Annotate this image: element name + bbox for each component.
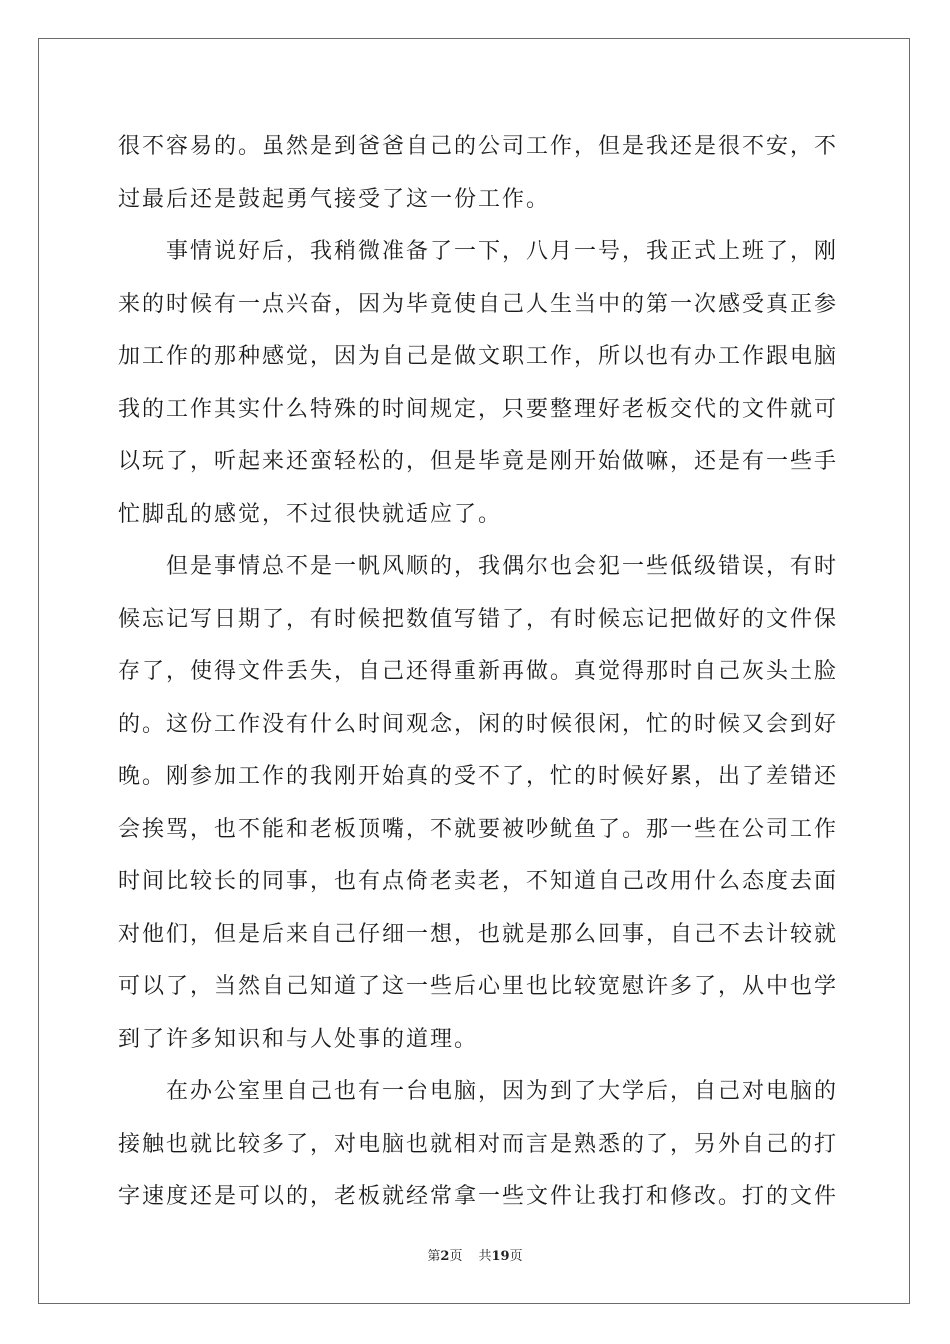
page-suffix: 页 [449,1249,463,1264]
text-line: 字速度还是可以的，老板就经常拿一些文件让我打和修改。打的文件 [118,1184,839,1209]
page-number: 2 [440,1249,450,1264]
total-pages: 19 [491,1249,510,1264]
document-body [118,121,838,1224]
text-line: 接触也就比较多了，对电脑也就相对而言是熟悉的了，另外自己的打 [118,1131,839,1157]
text-line: 很不容易的。虽然是到爸爸自己的公司工作，但是我还是很不安，不 [118,134,839,159]
text-line: 晚。刚参加工作的我刚开始真的受不了，忙的时候好累，出了差错还 [118,764,839,789]
page-footer [0,1245,950,1264]
text-line: 加工作的那种感觉，因为自己是做文职工作，所以也有办工作跟电脑 [118,344,839,369]
text-line: 过最后还是鼓起勇气接受了这一份工作。 [118,186,551,212]
text-line: 候忘记写日期了，有时候把数值写错了，有时候忘记把做好的文件保 [118,606,839,632]
text-line: 以玩了，听起来还蛮轻松的，但是毕竟是刚开始做嘛，还是有一些手 [118,449,839,474]
text-line: 时间比较长的同事，也有点倚老卖老，不知道自己改用什么态度去面 [118,869,839,894]
text-line: 我的工作其实什么特殊的时间规定，只要整理好老板交代的文件就可 [118,396,839,422]
total-suffix: 页 [509,1249,523,1264]
text-line: 可以了，当然自己知道了这一些后心里也比较宽慰许多了，从中也学 [118,974,839,999]
text-line: 对他们，但是后来自己仔细一想，也就是那么回事，自己不去计较就 [118,921,839,947]
text-line: 在办公室里自己也有一台电脑，因为到了大学后，自己对电脑的 [118,1079,839,1104]
text-line: 的。这份工作没有什么时间观念，闲的时候很闲，忙的时候又会到好 [118,711,839,737]
paragraph-1 [118,121,838,226]
page-prefix: 第 [427,1249,441,1264]
text-line: 来的时候有一点兴奋，因为毕竟使自己人生当中的第一次感受真正参 [118,291,839,317]
text-line: 事情说好后，我稍微准备了一下，八月一号，我正式上班了，刚 [118,239,839,264]
text-line: 但是事情总不是一帆风顺的，我偶尔也会犯一些低级错误，有时 [118,554,839,579]
paragraph-3 [118,541,838,1066]
paragraph-4 [118,1066,838,1224]
text-line: 存了，使得文件丢失，自己还得重新再做。真觉得那时自己灰头土脸 [118,659,839,684]
text-line: 会挨骂，也不能和老板顶嘴，不就要被吵鱿鱼了。那一些在公司工作 [118,816,839,842]
paragraph-2 [118,226,838,541]
total-prefix: 共 [478,1249,492,1264]
text-line: 忙脚乱的感觉，不过很快就适应了。 [118,501,503,527]
text-line: 到了许多知识和与人处事的道理。 [118,1026,479,1052]
